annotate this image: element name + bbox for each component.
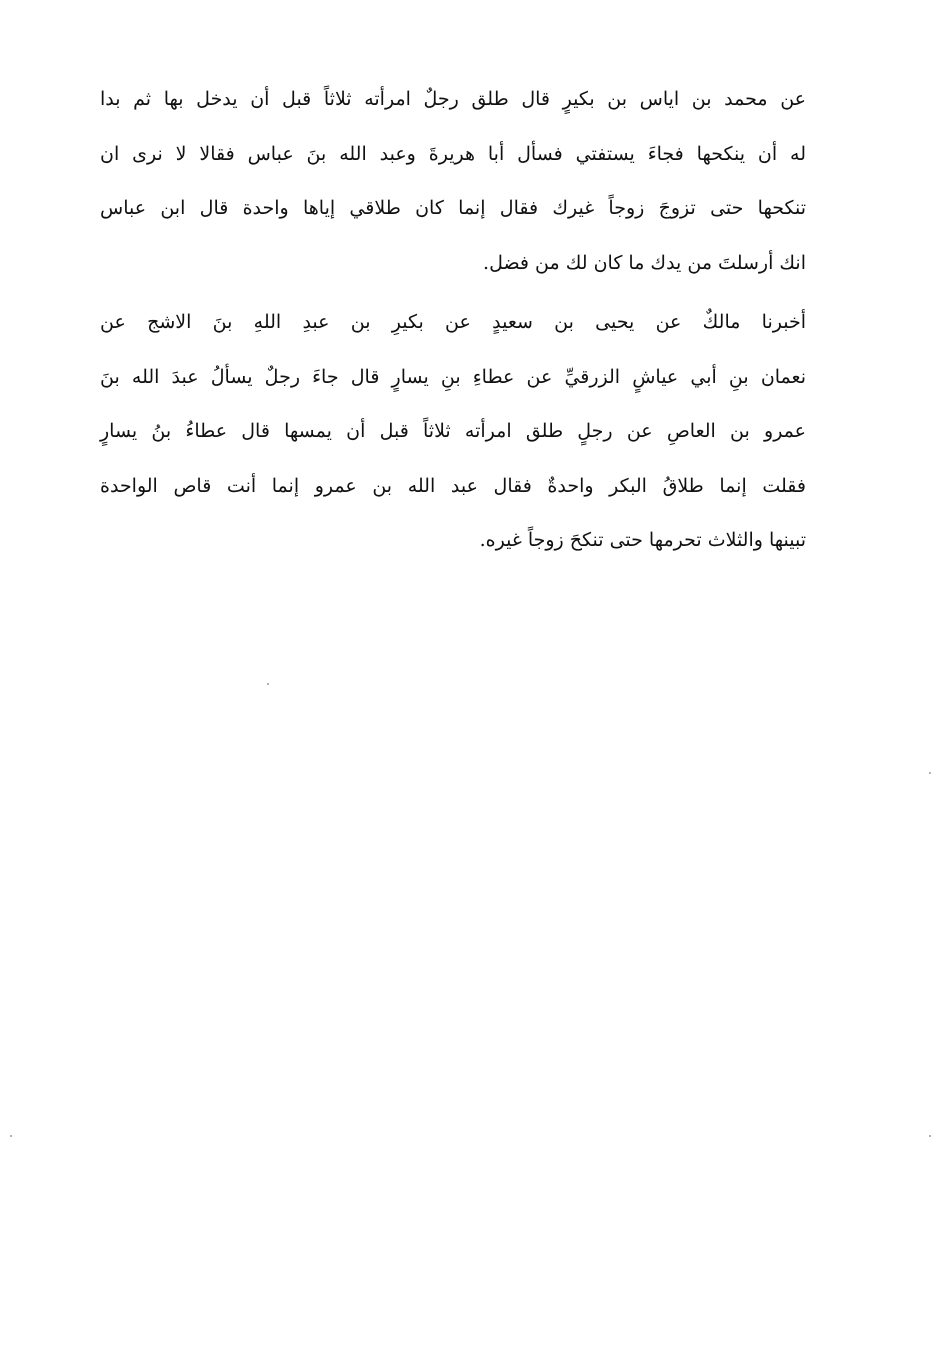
scan-speck [929, 1135, 931, 1137]
scan-speck [267, 683, 269, 685]
paragraph-1-line-3: تنكحها حتى تزوجَ زوجاً غيرك فقال إنما كان طلاقي إياها واحدة قال ابن عباس [100, 197, 806, 219]
paragraph-2-line-5: تبينها والثلاث تحرمها حتى تنكحَ زوجاً غيره. [479, 529, 806, 551]
scan-speck [929, 772, 931, 774]
paragraph-1-line-2: له أن ينكحها فجاءَ يستفتي فسأل أبا هريرةَ وعبد الله بنَ عباس فقالا لا نرى ان [100, 142, 806, 165]
paragraph-2-line-2: نعمان بنِ أبي عياشٍ الزرقيِّ عن عطاءِ بنِ يسارٍ قال جاءَ رجلٌ يسألُ عبدَ الله بنَ [100, 365, 806, 388]
scan-speck [10, 1135, 12, 1137]
paragraph-2-line-4: فقلت إنما طلاقُ البكر واحدةٌ فقال عبد الله بن عمرو إنما أنت قاص الواحدة [100, 474, 806, 497]
paragraph-1-line-1: عن محمد بن اياس بن بكيرٍ قال طلق رجلٌ امرأته ثلاثاً قبل أن يدخل بها ثم بدا [100, 88, 806, 110]
paragraph-2-line-3: عمرو بن العاصِ عن رجلٍ طلق امرأته ثلاثاً قبل أن يمسها قال عطاءُ بنُ يسارٍ [100, 420, 806, 442]
paragraph-1-line-4: انك أرسلتَ من يدك ما كان لك من فضل. [483, 251, 806, 274]
paragraph-1 [100, 72, 806, 290]
paragraph-2 [100, 295, 806, 568]
paragraph-2-line-1: أخبرنا مالكٌ عن يحيى بن سعيدٍ عن بكيرِ بن عبدِ اللهِ بنَ الاشج عن [100, 311, 806, 333]
